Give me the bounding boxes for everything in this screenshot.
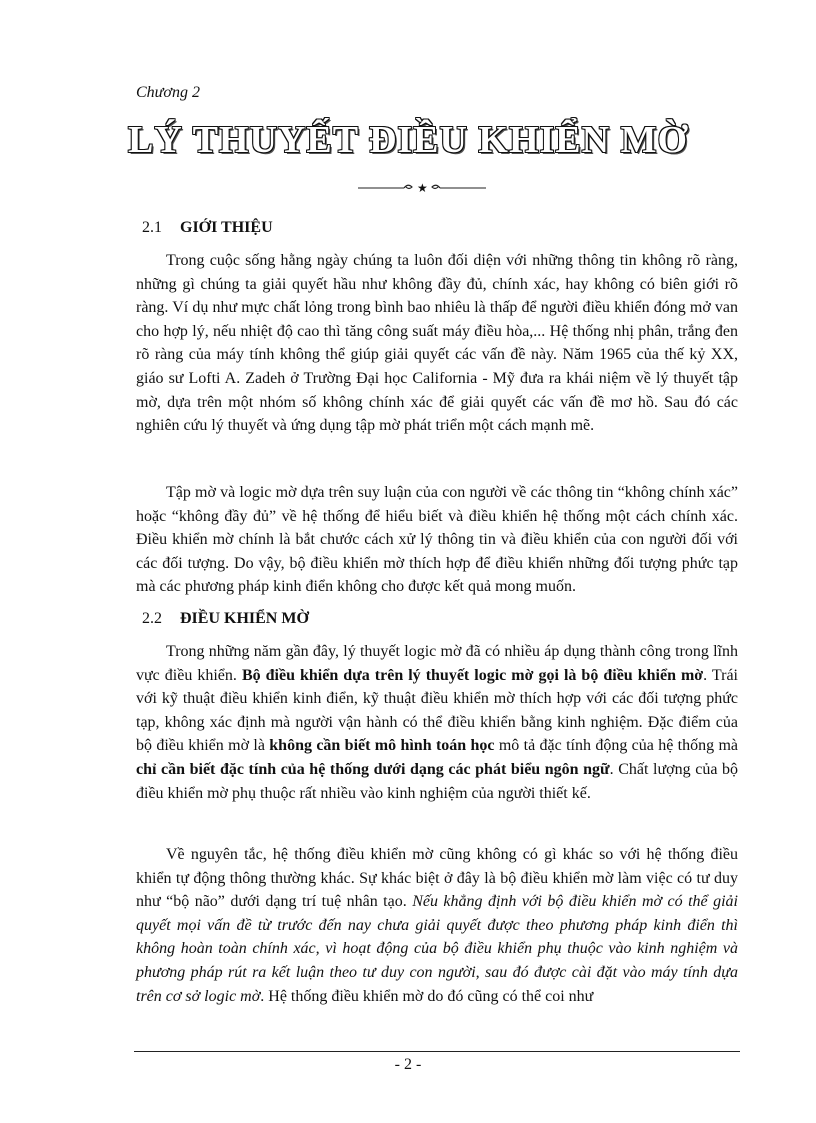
section-number: 2.2	[142, 610, 162, 627]
paragraph-intro-1: Trong cuộc sống hằng ngày chúng ta luôn đối diện với những thông tin không rõ ràng, những gì chúng ta giải quyết hầu như không đầy đủ, chính xác, hay không có biên giới rõ ràng. Ví dụ như mực chất lỏng trong bình bao nhiêu là thấp để người điều khiển đóng mở van cho hợp lý, nếu nhiệt độ cao thì tăng công suất máy điều hòa,... Hệ thống nhị phân, trắng đen rõ ràng của máy tính không thể giúp giải quyết các vấn đề này. Năm 1965 của thế kỷ XX, giáo sư Lofti A. Zadeh ở Trường Đại học California - Mỹ đưa ra khái niệm về lý thuyết tập mờ, dựa trên một nhóm số không chính xác để giải quyết các vấn đề mơ hồ. Sau đó các nghiên cứu lý thuyết và ứng dụng tập mờ phát triển một cách mạnh mẽ.	[136, 252, 738, 435]
text-run: Trong những năm gần đây, lý thuyết logic mờ đã có nhiều áp dụng thành công trong lĩnh vực điều khiển.	[136, 643, 738, 684]
section-title: ĐIỀU KHIỂN MỜ	[180, 610, 309, 627]
text-run: . Hệ thống điều khiển mờ do đó cũng có thể coi như	[260, 987, 594, 1005]
bold-phrase: Bộ điều khiển dựa trên lý thuyết logic mờ gọi là bộ điều khiển mờ	[241, 666, 704, 684]
bold-phrase: chỉ cần biết đặc tính của hệ thống dưới dạng các phát biểu ngôn ngữ	[136, 760, 610, 778]
text-run: . Chất lượng của bộ điều khiển mờ phụ thuộc rất nhiều vào kinh nghiệm của người thiết kế.	[136, 760, 739, 802]
text-run: Về nguyên tắc, hệ thống điều khiển mờ cũng không có gì khác so với hệ thống điều khiển tự động thông thường khác. Sự khác biệt ở đây là bộ điều khiển mờ làm việc có tư duy như “bộ não” dưới dạng trí tuệ nhân tạo.	[136, 846, 738, 911]
section-heading-2-2	[142, 610, 309, 628]
svg-text:★: ★	[417, 181, 428, 194]
chapter-title: LÝ THUYẾT ĐIỀU KHIỂN MỜ	[127, 119, 689, 161]
italic-phrase: Nếu khẳng định với bộ điều khiển mờ có thể giải quyết mọi vấn đề từ trước đến nay chưa giải quyết được theo phương pháp kinh điển thì không hoàn toàn chính xác, vì hoạt động của bộ điều khiển phụ thuộc vào kinh nghiệm và phương pháp rút ra kết luận theo tư duy con người, sau đó được cài đặt vào máy tính dựa trên cơ sở logic mờ	[136, 893, 738, 1005]
section-number: 2.1	[142, 219, 162, 236]
paragraph-fuzzy-control-1	[136, 640, 738, 805]
bold-phrase: không cần biết mô hình toán học	[269, 737, 495, 755]
paragraph-fuzzy-control-2	[136, 843, 738, 1008]
section-title: GIỚI THIỆU	[180, 219, 273, 236]
chapter-label: Chương 2	[136, 84, 200, 101]
text-run: . Trái với kỹ thuật điều khiển kinh điển, kỹ thuật điều khiển mờ thích hợp với các đối tượng phức tạp, không xác định mà người vận hành có thể điều khiển bằng kinh nghiệm. Đặc điểm của bộ điều khiển mờ là	[136, 666, 738, 755]
ornament-divider	[358, 180, 486, 194]
page-number: - 2 -	[394, 1056, 422, 1073]
footer-rule	[134, 1051, 740, 1052]
text-run: mô tả đặc tính động của hệ thống mà	[494, 737, 738, 755]
paragraph-intro-2: Tập mờ và logic mờ dựa trên suy luận của con người về các thông tin “không chính xác” hoặc “không đầy đủ” về hệ thống để hiểu biết và điều khiển hệ thống một cách chính xác. Điều khiển mờ chính là bắt chước cách xử lý thông tin và điều khiển của con người đối với các đối tượng. Do vậy, bộ điều khiển mờ thích hợp để điều khiển những đối tượng phức tạp mà các phương pháp kinh điển không cho được kết quả mong muốn.	[136, 484, 738, 596]
section-heading-2-1	[142, 219, 273, 237]
